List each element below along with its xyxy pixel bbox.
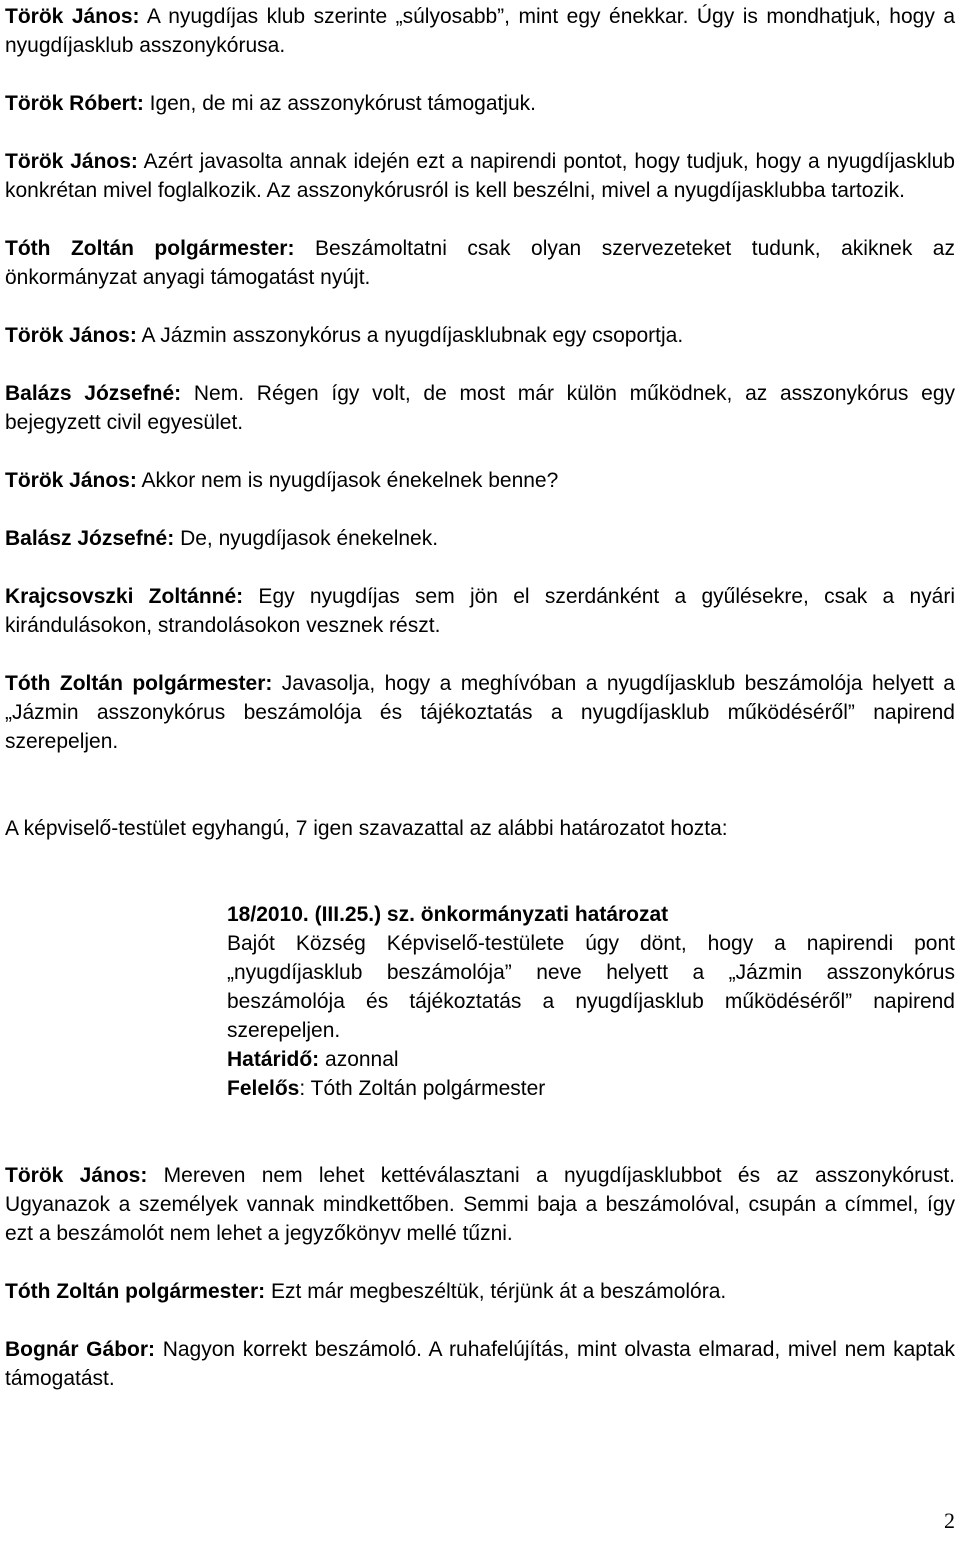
paragraph: [5, 466, 955, 495]
vote-statement: A képviselő-testület egyhangú, 7 igen szavazattal az alábbi határozatot hozta:: [5, 817, 728, 840]
paragraph-text: A nyugdíjas klub szerinte „súlyosabb”, mint egy énekkar. Úgy is mondhatjuk, hogy a nyugdíjasklub asszonykórusa.: [5, 5, 955, 57]
paragraph: [5, 321, 955, 350]
speaker-name: Török János:: [5, 150, 138, 173]
speaker-name: Török Róbert:: [5, 92, 144, 115]
speaker-name: Krajcsovszki Zoltánné:: [5, 585, 244, 608]
paragraph: [5, 582, 955, 640]
document-page: [5, 2, 955, 1393]
paragraph: [5, 147, 955, 205]
paragraph: [5, 669, 955, 756]
paragraph: [5, 524, 955, 553]
resolution-deadline: Határidő: azonnal: [227, 1048, 399, 1071]
speaker-name: Török János:: [5, 5, 140, 28]
paragraph: [5, 89, 955, 118]
paragraph: [5, 379, 955, 437]
paragraph: [5, 1335, 955, 1393]
paragraph-text: Nagyon korrekt beszámoló. A ruhafelújítás, mint olvasta elmarad, mivel nem kaptak támogatást.: [5, 1338, 955, 1390]
speaker-name: Török János:: [5, 324, 137, 347]
resolution-responsible: Felelős: Tóth Zoltán polgármester: [227, 1077, 546, 1100]
speaker-name: Balász Józsefné:: [5, 527, 175, 550]
paragraph-text: Nem. Régen így volt, de most már külön működnek, az asszonykórus egy bejegyzett civil egyesület.: [5, 382, 955, 434]
paragraph: [5, 1277, 955, 1306]
paragraph: [5, 1161, 955, 1248]
paragraph-text: A Jázmin asszonykórus a nyugdíjasklubnak egy csoportja.: [136, 324, 684, 347]
speaker-name: Tóth Zoltán polgármester:: [5, 237, 295, 260]
paragraph-text: Beszámoltatni csak olyan szervezeteket tudunk, akiknek az önkormányzat anyagi támogatást nyújt.: [5, 237, 955, 289]
paragraph-text: Ezt már megbeszéltük, térjünk át a beszámolóra.: [265, 1280, 727, 1303]
paragraph-text: De, nyugdíjasok énekelnek.: [174, 527, 439, 550]
speaker-name: Balázs Józsefné:: [5, 382, 182, 405]
resolution-title: 18/2010. (III.25.) sz. önkormányzati határozat: [227, 903, 669, 926]
speaker-name: Tóth Zoltán polgármester:: [5, 1280, 266, 1303]
resolution-body: Bajót Község Képviselő-testülete úgy dönt, hogy a napirendi pont „nyugdíjasklub beszámolója” neve helyett a „Jázmin asszonykórus beszámolója és tájékoztatás a nyugdíjasklub működéséről” napirend szerepeljen.: [227, 932, 955, 1042]
paragraph-text: Javasolja, hogy a meghívóban a nyugdíjasklub beszámolója helyett a „Jázmin asszonykórus beszámolója és tájékoztatás a nyugdíjasklub működéséről” napirend szerepeljen.: [5, 672, 955, 753]
paragraph-text: Igen, de mi az asszonykórust támogatjuk.: [143, 92, 537, 115]
resolution-block: [227, 900, 955, 1103]
speaker-name: Bognár Gábor:: [5, 1338, 156, 1361]
speaker-name: Török János:: [5, 1164, 148, 1187]
speaker-name: Török János:: [5, 469, 137, 492]
page-number: 2: [944, 1508, 955, 1533]
paragraph-text: Akkor nem is nyugdíjasok énekelnek benne?: [136, 469, 559, 492]
paragraph: [5, 2, 955, 60]
speaker-name: Tóth Zoltán polgármester:: [5, 672, 273, 695]
paragraph-text: Egy nyugdíjas sem jön el szerdánként a gyűlésekre, csak a nyári kirándulásokon, strandolásokon vesznek részt.: [5, 585, 956, 637]
paragraph-text: Mereven nem lehet kettéválasztani a nyugdíjasklubbot és az asszonykórust. Ugyanazok a személyek vannak mindkettőben. Semmi baja a beszámolóval, csupán a címmel, így ezt a beszámolót nem lehet a jegyzőkönyv mellé tűzni.: [5, 1164, 955, 1245]
paragraph: [5, 234, 955, 292]
paragraph-text: Azért javasolta annak idején ezt a napirendi pontot, hogy tudjuk, hogy a nyugdíjasklub konkrétan mivel foglalkozik. Az asszonykórusról is kell beszélni, mivel a nyugdíjasklubba tartozik.: [5, 150, 955, 202]
